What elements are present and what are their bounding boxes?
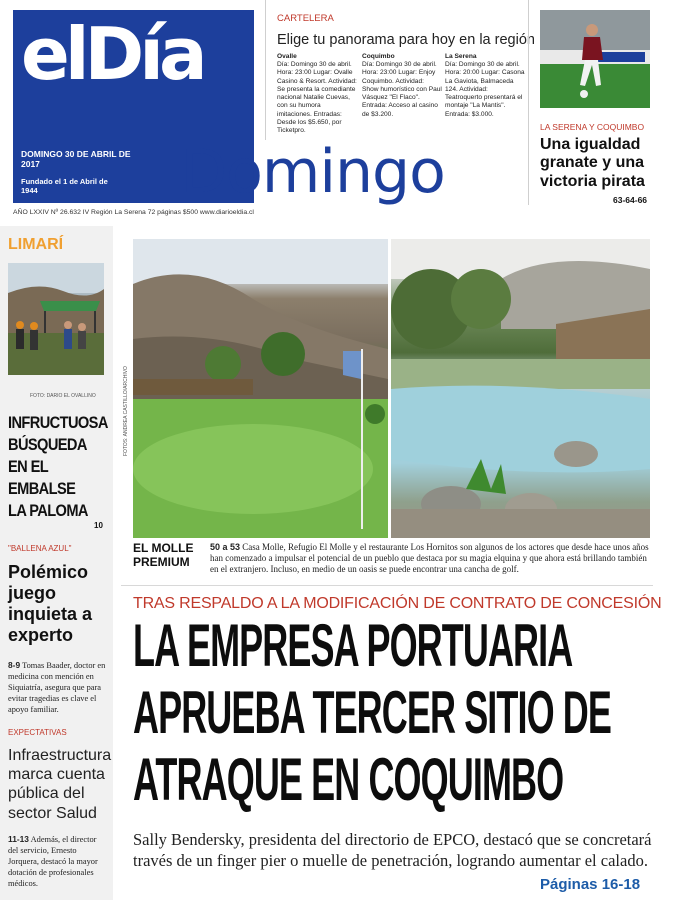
ballena-page-ref: 8-9 <box>8 660 21 670</box>
photo-credit: FOTO: DARIO EL OVALLINO <box>30 393 96 399</box>
listing-text: Día: Domingo 30 de abril. Hora: 23:00 Lugar: Ovalle Casino & Resort. Actividad: Se presenta la comediante nacional Natalie Cuevas, con su humora imitaciones. Entradas: Desde los $5.650, por Ticketpro. <box>277 61 357 135</box>
listing-city: La Serena <box>445 53 477 60</box>
expectativas-page-ref: 11-13 <box>8 834 29 844</box>
cartelera-kicker: CARTELERA <box>277 13 334 24</box>
lead-page-ref[interactable]: Páginas 16-18 <box>540 876 641 893</box>
listing-la-serena <box>445 53 525 119</box>
search-team-photo <box>8 263 104 375</box>
sports-teaser[interactable] <box>528 0 668 205</box>
listing-city: Ovalle <box>277 53 297 60</box>
golf-course-photo <box>133 239 388 538</box>
el-molle-page-ref: 50 a 53 <box>210 542 241 552</box>
lead-headline-line: ATRAQUE EN COQUIMBO <box>133 746 564 813</box>
day-of-week-word: Domingo <box>181 137 445 207</box>
pool-oasis-photo <box>391 239 650 538</box>
listing-text: Día: Domingo 30 de abril. Hora: 20:00 Lugar: Casona La Gaviota, Balmaceda 124. Actividad: Teatroquerto presentará el montaje "La Mantis". Entrada: $3.000. <box>445 61 525 118</box>
lead-kicker: TRAS RESPALDO A LA MODIFICACIÓN DE CONTRATO DE CONCESIÓN <box>133 595 662 612</box>
sports-kicker: LA SERENA Y COQUIMBO <box>540 122 645 132</box>
founded-date: Fundado el 1 de Abril de 1944 <box>21 177 108 195</box>
expectativas-kicker: EXPECTATIVAS <box>8 728 67 737</box>
lead-headline-line: APRUEBA TERCER SITIO DE <box>133 679 612 746</box>
el-molle-caption <box>210 542 650 574</box>
sports-headline: Una igualdad granate y una victoria pirata <box>540 136 645 190</box>
sports-page-ref: 63-64-66 <box>613 195 648 205</box>
limari-headline[interactable]: INFRUCTUOSA BÚSQUEDA EN EL EMBALSE LA PALOMA <box>8 413 108 521</box>
logo-wordmark: elDía <box>21 12 203 96</box>
el-molle-text: Casa Molle, Refugio El Molle y el restaurante Los Hornitos son algunos de los actores que desde hace unos años han comenzado a impulsar el potencial de un pueblo que destaca por su magia elquina y que ahora está brillando también en el extranjero. Incluso, en medio de un oasis se puede encontrar una cancha de golf. <box>210 542 649 574</box>
cartelera-title: Elige tu panorama para hoy en la región <box>277 32 535 48</box>
expectativas-summary <box>8 834 108 890</box>
listing-coquimbo <box>362 53 442 119</box>
limari-page-ref: 10 <box>94 521 103 530</box>
el-molle-label[interactable]: EL MOLLE PREMIUM <box>133 541 194 570</box>
section-divider <box>121 585 653 586</box>
expectativas-headline[interactable]: Infraestructura marca cuenta pública del sector Salud <box>8 747 112 822</box>
lead-deck: Sally Bendersky, presidenta del directorio de EPCO, destacó que se concretará través de un finger pier o muelle de penetración, logrando aumentar el calado. <box>133 830 652 870</box>
ballena-summary <box>8 660 108 716</box>
listing-ovalle <box>277 53 357 135</box>
listing-text: Día: Domingo 30 de abril. Hora: 23:00 Lugar: Enjoy Coquimbo. Actividad: Show humorístico con Paul Vásquez "El Flaco". Entrada: Acceso al casino de $3.200. <box>362 61 442 118</box>
left-column <box>0 226 113 900</box>
lead-headline-line: LA EMPRESA PORTUARIA <box>133 612 573 679</box>
ballena-kicker: "BALLENA AZUL" <box>8 544 72 553</box>
listing-city: Coquimbo <box>362 53 395 60</box>
soccer-photo <box>540 10 650 108</box>
expectativas-text: Además, el director del servicio, Ernesto Jorquera, destacó la mayor dotación de profesionales médicos. <box>8 835 98 888</box>
lead-headline[interactable] <box>133 612 612 813</box>
ballena-headline[interactable]: Polémico juego inquieta a experto <box>8 562 93 646</box>
ballena-text: Tomas Baader, doctor en medicina con mención en Siquiatría, asegura que para evitar tragedias es clave el apoyo familiar. <box>8 661 106 714</box>
issue-metadata: AÑO LXXIV Nº 26.632 IV Región La Serena 72 páginas $500 www.diarioeldia.cl <box>13 209 254 216</box>
edition-date: DOMINGO 30 DE ABRIL DE 2017 <box>21 149 131 169</box>
photo-credit: FOTOS: ANDREA CASTILLO/ARCHIVO <box>123 366 129 456</box>
cartelera-box <box>265 0 535 140</box>
limari-kicker: LIMARÍ <box>8 236 64 253</box>
